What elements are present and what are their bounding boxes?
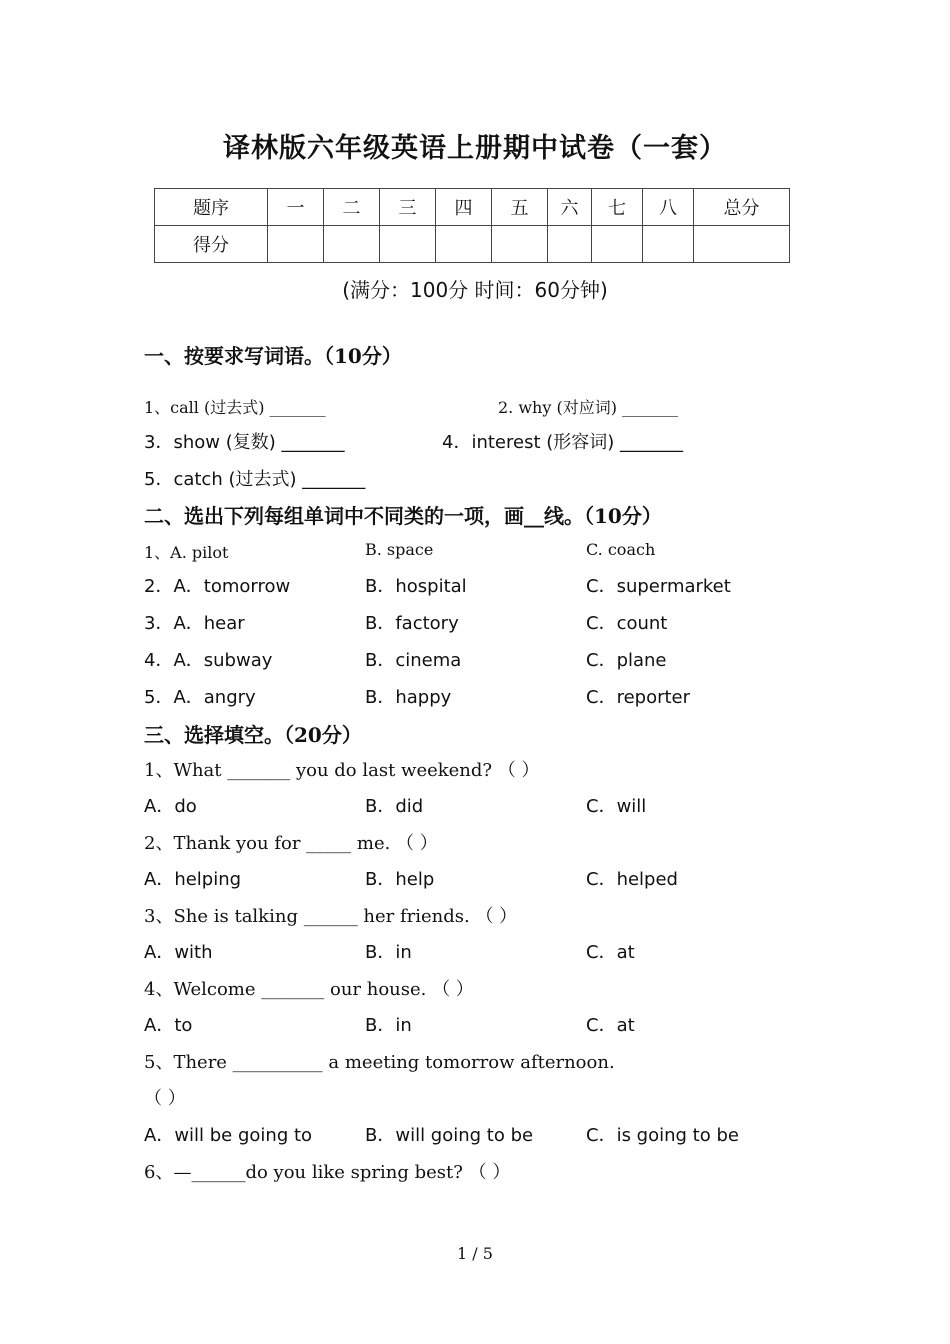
question-1: 1、What _______ you do last weekend? （ ） xyxy=(144,760,540,781)
question-1-option: A．do xyxy=(144,796,197,817)
section2-option: C. coach xyxy=(586,540,656,559)
score-cell xyxy=(592,226,643,263)
question-5-answer-paren: （ ） xyxy=(144,1088,186,1109)
page-number: 1 / 5 xyxy=(457,1244,493,1263)
score-header-cell: 一 xyxy=(268,189,324,226)
page-title: 译林版六年级英语上册期中试卷（一套） xyxy=(223,133,727,164)
score-header-cell: 四 xyxy=(436,189,492,226)
question-2-option: C．helped xyxy=(586,869,678,890)
score-row-label: 得分 xyxy=(155,226,268,263)
question-4-option: A．to xyxy=(144,1015,193,1036)
section3-heading: 三、选择填空。（20分） xyxy=(144,723,362,747)
section2-option: 4．A．subway xyxy=(144,650,273,671)
score-header-cell: 总分 xyxy=(694,189,790,226)
score-table-score-row xyxy=(155,226,790,263)
section2-option: 5．A．angry xyxy=(144,687,256,708)
question-1-option: B．did xyxy=(365,796,424,817)
score-header-cell: 八 xyxy=(643,189,694,226)
question-3-option: A．with xyxy=(144,942,213,963)
section2-option: C．count xyxy=(586,613,668,634)
score-header-cell: 五 xyxy=(492,189,548,226)
question-3-option: B．in xyxy=(365,942,412,963)
score-cell xyxy=(380,226,436,263)
question-5-option: C．is going to be xyxy=(586,1125,739,1146)
question-1-option: C．will xyxy=(586,796,647,817)
question-4-option: B．in xyxy=(365,1015,412,1036)
score-cell xyxy=(324,226,380,263)
section2-option: 1、A. pilot xyxy=(144,543,229,562)
question-3-option: C．at xyxy=(586,942,635,963)
section2-heading: 二、选出下列每组单词中不同类的一项，画__线。（10分） xyxy=(144,504,662,528)
question-2: 2、Thank you for _____ me. （ ） xyxy=(144,833,438,854)
section2-option: B．factory xyxy=(365,613,459,634)
section2-option: B．happy xyxy=(365,687,452,708)
section2-option: C．supermarket xyxy=(586,576,731,597)
section2-option: 3．A．hear xyxy=(144,613,245,634)
exam-info: (满分：100分 时间：60分钟) xyxy=(342,278,608,302)
section2-option: B. space xyxy=(365,540,434,559)
score-header-cell: 二 xyxy=(324,189,380,226)
section2-option: C．reporter xyxy=(586,687,691,708)
score-header-cell: 六 xyxy=(548,189,592,226)
score-cell xyxy=(268,226,324,263)
section1-item: 4．interest (形容词) _______ xyxy=(442,432,683,453)
section1-item: 1、call (过去式) _______ xyxy=(144,398,326,417)
question-6: 6、—______do you like spring best? （ ） xyxy=(144,1162,511,1183)
score-table xyxy=(154,188,790,263)
score-cell xyxy=(548,226,592,263)
question-4-option: C．at xyxy=(586,1015,635,1036)
score-header-cell: 三 xyxy=(380,189,436,226)
score-header-cell: 七 xyxy=(592,189,643,226)
question-5: 5、There __________ a meeting tomorrow afternoon. xyxy=(144,1052,615,1073)
section2-option: B．cinema xyxy=(365,650,462,671)
question-4: 4、Welcome _______ our house. （ ） xyxy=(144,979,474,1000)
score-table-header-row xyxy=(155,189,790,226)
section1-heading: 一、按要求写词语。（10分） xyxy=(144,344,402,368)
section1-item: 3．show (复数) _______ xyxy=(144,432,345,453)
question-5-option: B．will going to be xyxy=(365,1125,534,1146)
score-cell xyxy=(694,226,790,263)
score-cell xyxy=(436,226,492,263)
section1-item: 5．catch (过去式) _______ xyxy=(144,469,366,490)
section2-option: B．hospital xyxy=(365,576,467,597)
question-2-option: B．help xyxy=(365,869,435,890)
question-3: 3、She is talking ______ her friends. （ ） xyxy=(144,906,518,927)
score-cell xyxy=(643,226,694,263)
section2-option: 2．A．tomorrow xyxy=(144,576,291,597)
score-cell xyxy=(492,226,548,263)
score-header-cell: 题序 xyxy=(155,189,268,226)
section1-item: 2. why (对应词) _______ xyxy=(498,398,679,417)
question-5-option: A．will be going to xyxy=(144,1125,313,1146)
question-2-option: A．helping xyxy=(144,869,242,890)
section2-option: C．plane xyxy=(586,650,667,671)
